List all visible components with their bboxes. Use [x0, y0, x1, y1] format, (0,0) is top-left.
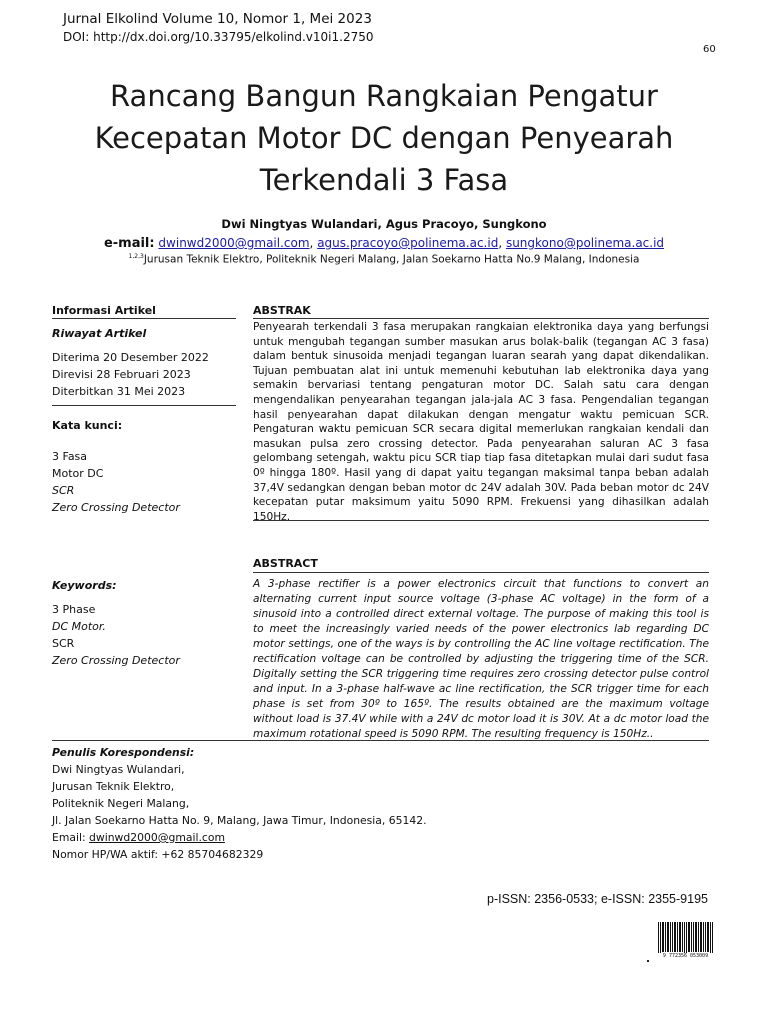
keyword-item: Zero Crossing Detector: [52, 654, 180, 667]
correspondence-heading: Penulis Korespondensi:: [52, 746, 195, 759]
email-link-1[interactable]: dwinwd2000@gmail.com: [158, 236, 310, 250]
correspondence-line: Jl. Jalan Soekarno Hatta No. 9, Malang, Jawa Timur, Indonesia, 65142.: [52, 814, 427, 827]
abstrak-text: Penyearah terkendali 3 fasa merupakan rangkaian elektronika daya yang berfungsi untuk mengubah tegangan sumber masukan arus bolak-balik (tegangan AC 3 fasa) dalam bentuk sinusoida menjadi tegangan luaran searah yang dapat dikendalikan. Tujuan pembuatan alat ini untuk memenuhi kebutuhan lab elektronika daya yang semakin bervariasi tentang pengaturan motor DC. Salah satu cara dengan mengendalikan penyearahan tegangan jala-jala AC 3 fasa. Pengendalian tegangan hasil penyearahan dapat dilakukan dengan mengatur waktu pemicuan SCR. Pengaturan waktu pemicuan SCR secara digital memerlukan rangkaian kendali dan masukan pulsa zero crossing detector. Pada penyearahan saluran AC 3 fasa gelombang setengah, waktu picu SCR tiap tiap fasa ditetapkan mulai dari sudut fasa 0º hingga 180º. Hasil yang di dapat yaitu tegangan maksimal tanpa beban adalah 37,4V sedangkan dengan beban motor dc 24V adalah 30V. Pada beban motor dc 24V kecepatan putar maksimum yaitu 5090 RPM. Frekuensi yang dihasilkan adalah 150Hz.: [253, 321, 709, 523]
correspondence-email-link[interactable]: dwinwd2000@gmail.com: [89, 831, 225, 844]
kata-kunci-item: Zero Crossing Detector: [52, 501, 180, 514]
title-line: Kecepatan Motor DC dengan Penyearah: [94, 121, 674, 155]
correspondence-phone: Nomor HP/WA aktif: +62 85704682329: [52, 848, 264, 861]
issn: p-ISSN: 2356-0533; e-ISSN: 2355-9195: [487, 892, 708, 906]
keywords-heading: Keywords:: [52, 579, 117, 592]
title-line: Rancang Bangun Rangkaian Pengatur: [110, 79, 658, 113]
keywords-block: [52, 577, 180, 669]
journal-header: Jurnal Elkolind Volume 10, Nomor 1, Mei 2023: [63, 11, 372, 27]
page-number: 60: [703, 44, 716, 55]
correspondence-email: Email: dwinwd2000@gmail.com: [52, 831, 225, 844]
email-link-3[interactable]: sungkono@polinema.ac.id: [505, 236, 665, 250]
history-item: Diterbitkan 31 Mei 2023: [52, 385, 186, 398]
divider: [253, 572, 709, 573]
kata-kunci-item: 3 Fasa: [52, 450, 88, 463]
history-block: [52, 325, 209, 400]
correspondence-line: Dwi Ningtyas Wulandari,: [52, 763, 185, 776]
email-line: e-mail: dwinwd2000@gmail.com, agus.pracoyo@polinema.ac.id, sungkono@polinema.ac.id: [103, 236, 665, 251]
correspondence-line: Jurusan Teknik Elektro,: [52, 780, 175, 793]
email-link-2[interactable]: agus.pracoyo@polinema.ac.id: [317, 236, 499, 250]
info-heading: Informasi Artikel: [52, 304, 156, 317]
divider: [52, 405, 236, 406]
author-list: Dwi Ningtyas Wulandari, Agus Pracoyo, Sungkono: [221, 217, 547, 231]
kata-kunci-item: SCR: [52, 484, 75, 497]
doi-link[interactable]: DOI: http://dx.doi.org/10.33795/elkolind.v10i1.2750: [63, 30, 374, 44]
abstrak-heading: ABSTRAK: [253, 304, 311, 317]
correspondence-line: Politeknik Negeri Malang,: [52, 797, 190, 810]
barcode-number: 9 772356 053009: [657, 953, 714, 959]
keyword-item: 3 Phase: [52, 603, 96, 616]
kata-kunci-item: Motor DC: [52, 467, 104, 480]
kata-kunci-heading: Kata kunci:: [52, 419, 123, 432]
article-info: [52, 302, 156, 319]
affiliation-text: Jurusan Teknik Elektro, Politeknik Negeri Malang, Jalan Soekarno Hatta No.9 Malang, Indonesia: [143, 253, 640, 266]
kata-kunci-block: [52, 417, 180, 516]
history-item: Direvisi 28 Februari 2023: [52, 368, 191, 381]
email-label: e-mail:: [103, 236, 155, 251]
keyword-item: DC Motor.: [52, 620, 106, 633]
paper-title: [60, 75, 708, 201]
affiliation-superscript: 1,2,3: [128, 253, 144, 260]
divider: [52, 318, 236, 319]
title-line: Terkendali 3 Fasa: [259, 163, 509, 197]
keyword-item: SCR: [52, 637, 75, 650]
abstract-text: A 3-phase rectifier is a power electronics circuit that functions to convert an alternating current input source voltage (3-phase AC voltage) in the form of a sinusoid into a controlled direct external voltage. The purpose of making this tool is to meet the increasingly varied needs of the power electronics lab regarding DC motor settings, one of the ways is by controlling the AC line voltage rectification. The rectification voltage can be controlled by adjusting the triggering time of the SCR. Digitally setting the SCR triggering time requires zero crossing detector pulse control and input. In a 3-phase half-wave ac line rectification, the SCR trigger time for each phase is set from 30º to 165º. The results obtained are the maximum voltage without load is 37.4V while with a 24V dc motor load it is 30V. At a dc motor load the maximum rotational speed is 5090 RPM. The resulting frequency is 150Hz..: [253, 578, 709, 740]
divider: [52, 740, 709, 741]
divider: [253, 520, 709, 521]
decorative-dot: [647, 960, 649, 962]
affiliation: [60, 253, 708, 266]
divider: [253, 318, 709, 319]
history-item: Diterima 20 Desember 2022: [52, 351, 209, 364]
abstract-heading: ABSTRACT: [253, 557, 318, 570]
history-heading: Riwayat Artikel: [52, 327, 147, 340]
correspondence-block: [52, 744, 427, 863]
